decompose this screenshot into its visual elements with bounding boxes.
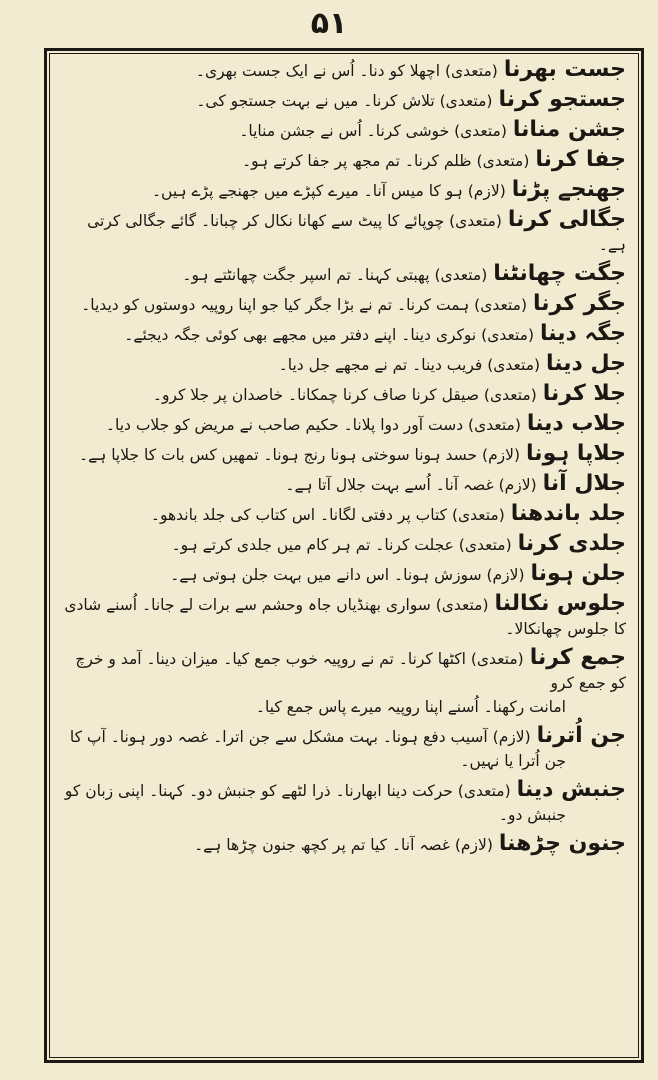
dictionary-entry (56, 118, 632, 143)
dictionary-entry (56, 412, 632, 437)
entry-headword: جلوس نکالنا (494, 591, 626, 616)
entry-headword: جن اُترنا (536, 723, 626, 748)
entry-continuation: جن اُترا یا نہیں۔ (460, 752, 566, 770)
entry-definition: (متعدی) دست آور دوا پلانا۔ حکیم صاحب نے مریض کو جلاب دیا۔ (105, 416, 521, 434)
entry-headword: جھنجے پڑنا (511, 177, 626, 202)
entry-headword: جستجو کرنا (498, 87, 626, 112)
dictionary-entry (56, 778, 632, 827)
entry-definition: (متعدی) اچھلا کو دنا۔ اُس نے ایک جست بھری۔ (195, 62, 498, 80)
dictionary-entry (56, 148, 632, 173)
entry-headword: جگہ دینا (540, 321, 626, 346)
entry-headword: جنون چڑھنا (498, 831, 626, 856)
entry-definition: (متعدی) چوپائے کا پیٹ سے کھانا نکال کر چبانا۔ گائے جگالی کرتی ہے۔ (87, 212, 626, 254)
dictionary-entry (56, 724, 632, 773)
entry-headword: جلد باندھنا (510, 501, 626, 526)
entry-definition: (متعدی) فریب دینا۔ تم نے مجھے جل دیا۔ (278, 356, 541, 374)
entry-definition: (متعدی) حرکت دینا ابھارنا۔ ذرا لٹھے کو جنبش دو۔ کہنا۔ اپنی زبان کو (64, 782, 511, 800)
entry-definition: (لازم) غصہ آنا۔ کیا تم پر کچھ جنون چڑھا ہے۔ (194, 836, 493, 854)
dictionary-entry (56, 88, 632, 113)
dictionary-entry (56, 646, 632, 719)
dictionary-entry (56, 442, 632, 467)
entry-definition: (متعدی) سواری بھنڈیاں جاہ وحشم سے برات لے جانا۔ اُسنے شادی کا جلوس چھانکالا۔ (64, 596, 626, 638)
entry-definition: (لازم) حسد ہونا سوختی ہونا رنج ہونا۔ تمھیں کس بات کا جلاپا ہے۔ (79, 446, 521, 464)
dictionary-entry (56, 58, 632, 83)
entry-headword: جلا کرنا (542, 381, 626, 406)
entry-continuation: جنبش دو۔ (498, 806, 566, 824)
dictionary-entry (56, 532, 632, 557)
dictionary-entry-list (56, 58, 632, 1053)
dictionary-entry (56, 352, 632, 377)
entry-definition: (متعدی) نوکری دینا۔ اپنے دفتر میں مجھے بھی کوئی جگہ دیجئے۔ (124, 326, 534, 344)
entry-headword: جگت چھانٹنا (493, 261, 626, 286)
dictionary-entry (56, 208, 632, 257)
entry-headword: جلاب دینا (526, 411, 626, 436)
entry-headword: جنبش دینا (516, 777, 626, 802)
dictionary-entry (56, 292, 632, 317)
entry-definition: (لازم) غصہ آنا۔ اُسے بہت جلال آتا ہے۔ (285, 476, 537, 494)
entry-headword: جگالی کرنا (507, 207, 626, 232)
entry-headword: جست بھرنا (503, 58, 626, 82)
dictionary-entry (56, 382, 632, 407)
entry-definition: (لازم) ہو کا میس آنا۔ میرے کپڑے میں جھنجے پڑے ہیں۔ (151, 182, 506, 200)
entry-headword: جلن ہونا (530, 561, 626, 586)
dictionary-entry (56, 178, 632, 203)
dictionary-entry (56, 562, 632, 587)
entry-definition: (لازم) سوزش ہونا۔ اس دانے میں بہت جلن ہوتی ہے۔ (170, 566, 525, 584)
entry-continuation: امانت رکھنا۔ اُسنے اپنا روپیہ میرے پاس جمع کیا۔ (255, 698, 566, 716)
dictionary-entry (56, 592, 632, 641)
dictionary-entry (56, 502, 632, 527)
entry-definition: (متعدی) ہمت کرنا۔ تم نے بڑا جگر کیا جو اپنا روپیہ دوستوں کو دیدیا۔ (81, 296, 527, 314)
entry-definition: (متعدی) تلاش کرنا۔ میں نے بہت جستجو کی۔ (196, 92, 493, 110)
entry-definition: (لازم) آسیب دفع ہونا۔ بہت مشکل سے جن اترا۔ غصہ دور ہونا۔ آپ کا (69, 728, 531, 746)
dictionary-entry (56, 832, 632, 857)
dictionary-entry (56, 472, 632, 497)
entry-headword: جشن منانا (512, 117, 626, 142)
entry-headword: جفا کرنا (535, 147, 626, 172)
entry-definition: (متعدی) ظلم کرنا۔ تم مجھ پر جفا کرتے ہو۔ (242, 152, 530, 170)
entry-definition: (متعدی) خوشی کرنا۔ اُس نے جشن منایا۔ (239, 122, 507, 140)
entry-headword: جلدی کرنا (517, 531, 626, 556)
entry-definition: (متعدی) کتاب پر دفتی لگانا۔ اس کتاب کی جلد باندھو۔ (150, 506, 505, 524)
entry-definition: (متعدی) پھبتی کہنا۔ تم اسپر جگت چھانٹتے ہو۔ (182, 266, 488, 284)
entry-headword: جلاپا ہونا (526, 441, 626, 466)
dictionary-entry (56, 262, 632, 287)
entry-headword: جمع کرنا (529, 645, 626, 670)
entry-headword: جلال آنا (542, 471, 626, 496)
entry-headword: جل دینا (546, 351, 626, 376)
entry-definition: (متعدی) اکٹھا کرنا۔ تم نے روپیہ خوب جمع کیا۔ میزان دینا۔ آمد و خرچ کو جمع کرو (75, 650, 626, 692)
entry-definition: (متعدی) صیقل کرنا صاف کرنا چمکانا۔ خاصدان پر جلا کرو۔ (152, 386, 537, 404)
page-number: ۵۱ (310, 6, 348, 41)
dictionary-entry (56, 322, 632, 347)
entry-definition: (متعدی) عجلت کرنا۔ تم ہر کام میں جلدی کرتے ہو۔ (171, 536, 512, 554)
entry-headword: جگر کرنا (533, 291, 626, 316)
